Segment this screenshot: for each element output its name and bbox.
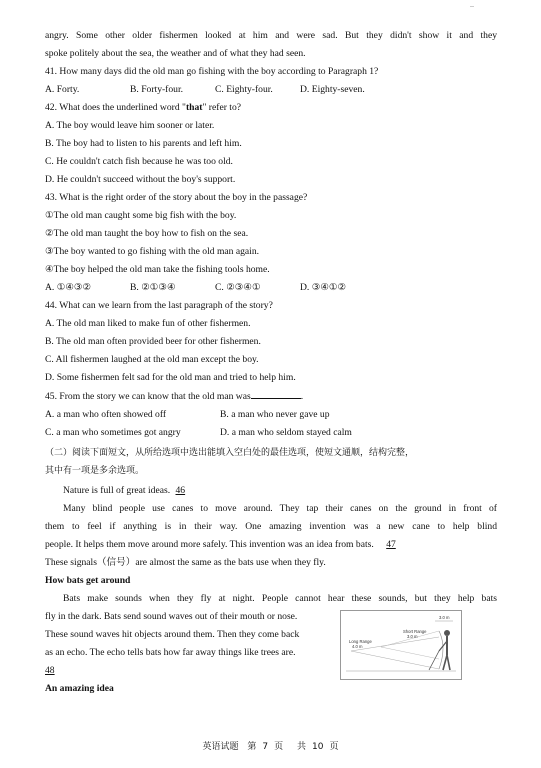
q41-option-c: C. Eighty-four. (215, 84, 273, 95)
intro-line-1: angry. Some other older fishermen looked at him and were sad. But they didn't show it and they (45, 30, 497, 41)
q45-option-a: A. a man who often showed off (45, 409, 167, 420)
footer-page-unit: 页 (274, 742, 284, 752)
document-page (45, 27, 497, 698)
footer-total-unit: 页 (329, 742, 339, 752)
footer-page-num: 7 (262, 742, 269, 752)
q41-question: 41. How many days did the old man go fishing with the boy according to Paragraph 1? (45, 66, 379, 77)
q44-option-c: C. All fishermen laughed at the old man except the boy. (45, 354, 259, 365)
blank-46: 46 (175, 485, 186, 496)
q43-item-1: ①The old man caught some big fish with the boy. (45, 210, 237, 221)
footer-total-num: 10 (312, 742, 324, 752)
blank-47: 47 (386, 539, 396, 550)
q45-question-end: . (300, 391, 304, 402)
q42-option-d: D. He couldn't succeed without the boy's support. (45, 174, 236, 185)
q42-question-post: " refer to? (202, 102, 242, 113)
q42-option-c: C. He couldn't catch fish because he was too old. (45, 156, 233, 167)
section2-instructions-line-1: （二）阅读下面短文，从所给选项中选出能填入空白处的最佳选项，使短文通顺，结构完整， (45, 448, 415, 458)
passage-p1-line-1: Many blind people use canes to move around. They tap their canes on the ground in front of (63, 503, 497, 514)
passage-p2-line-2: fly in the dark. Bats send sound waves out of their mouth or nose. (45, 611, 298, 622)
footer-page-pre: 第 (247, 742, 257, 752)
intro-line-2: spoke politely about the sea, the weather and of what they had seen. (45, 48, 306, 59)
passage-p2-line-3: These sound waves hit objects around them. Then they come back (45, 629, 300, 640)
q45-option-c: C. a man who sometimes got angry (45, 427, 181, 438)
q42-option-a: A. The boy would leave him sooner or later. (45, 120, 215, 131)
figure-label-top: 3.0 m (439, 615, 450, 620)
range-diagram-image (341, 611, 461, 679)
q45-option-b: B. a man who never gave up (220, 409, 330, 420)
q45-option-d: D. a man who seldom stayed calm (220, 427, 352, 438)
q45-options-row-2 (45, 424, 497, 442)
q45-question (45, 387, 497, 406)
page-footer (0, 738, 541, 756)
q44-option-b: B. The old man often provided beer for other fishermen. (45, 336, 261, 347)
q41-option-b: B. Forty-four. (130, 84, 184, 95)
q42-question-pre: 42. What does the underlined word " (45, 102, 186, 113)
passage-p1-line-3-text: people. It helps them move around more safely. This invention was an idea from bats. (45, 539, 374, 550)
q45-answer-blank (251, 387, 301, 399)
q44-option-d: D. Some fishermen felt sad for the old man and tried to help him. (45, 372, 296, 383)
q43-options (45, 279, 497, 297)
q45-options-row-1 (45, 406, 497, 424)
q42-question-word: that (185, 102, 203, 113)
passage-p2-line-1: Bats make sounds when they fly at night. People cannot hear these sounds, but they help bats (63, 593, 497, 604)
heading-how-bats-get-around: How bats get around (45, 575, 131, 586)
passage-p2-line-4: as an echo. The echo tells bats how far away things like trees are. (45, 647, 296, 658)
passage-title-text: Nature is full of great ideas. (63, 485, 171, 496)
heading-an-amazing-idea: An amazing idea (45, 683, 114, 694)
passage-p1-line-3 (45, 536, 497, 554)
q43-option-a: A. ①④③② (45, 282, 92, 293)
q41-options (45, 81, 497, 99)
bat-cane-range-figure (340, 610, 462, 680)
q43-question: 43. What is the right order of the story about the boy in the passage? (45, 192, 308, 203)
q43-item-3: ③The boy wanted to go fishing with the old man again. (45, 246, 260, 257)
footer-subject: 英语试题 (202, 742, 239, 752)
passage-p1-line-2: them to feel if anything is in their way. One amazing invention was a new cane to help blind (45, 521, 497, 532)
figure-label-long-range: Long Range (349, 639, 372, 644)
q42-option-b: B. The boy had to listen to his parents and left him. (45, 138, 242, 149)
q43-option-c: C. ②③④① (215, 282, 261, 293)
q43-item-4: ④The boy helped the old man take the fishing tools home. (45, 264, 270, 275)
q44-question: 44. What can we learn from the last paragraph of the story? (45, 300, 273, 311)
passage-p1-line-4: These signals（信号）are almost the same as the bats use when they fly. (45, 557, 326, 568)
figure-text-block (45, 608, 497, 680)
q43-option-d: D. ③④①② (300, 282, 347, 293)
q43-item-2: ②The old man taught the boy how to fish on the sea. (45, 228, 249, 239)
passage-title-line (45, 482, 497, 500)
footer-total-pre: 共 (297, 742, 307, 752)
q42-question (45, 99, 497, 117)
q45-question-text: 45. From the story we can know that the old man was (45, 391, 251, 402)
q41-option-d: D. Eighty-seven. (300, 84, 365, 95)
q43-option-b: B. ②①③④ (130, 282, 176, 293)
figure-label-short-range: Short Range (403, 629, 427, 634)
blank-48: 48 (45, 665, 55, 676)
q41-option-a: A. Forty. (45, 84, 80, 95)
figure-label-short-range-value: 3.0 m (407, 634, 418, 639)
page-marker (470, 6, 474, 7)
section2-instructions-line-2: 其中有一项是多余选项。 (45, 466, 145, 476)
q44-option-a: A. The old man liked to make fun of other fishermen. (45, 318, 251, 329)
figure-label-long-range-value: 4.0 m (352, 644, 363, 649)
